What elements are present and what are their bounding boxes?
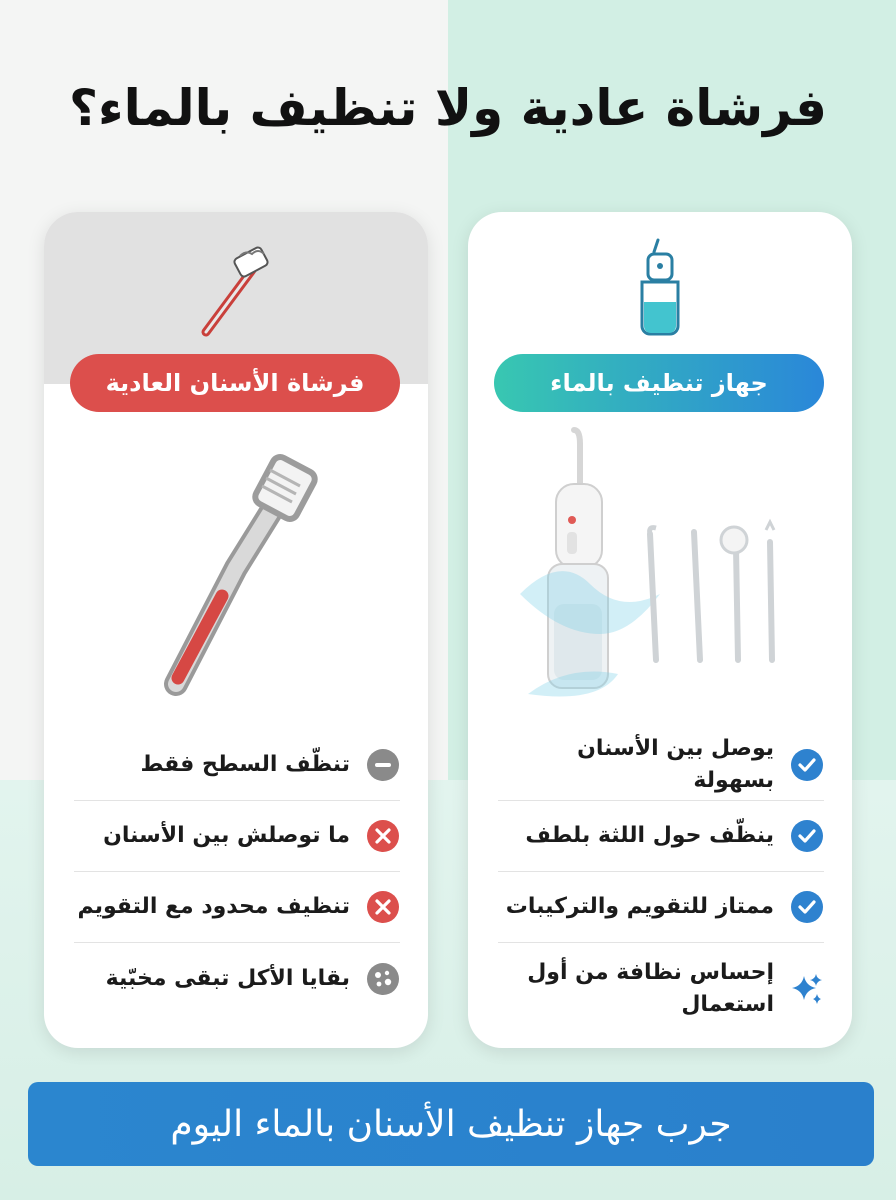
list-item-text: يوصل بين الأسنان بسهولة bbox=[577, 736, 774, 793]
minus-icon bbox=[366, 748, 400, 782]
list-item bbox=[74, 943, 400, 1014]
check-icon bbox=[790, 819, 824, 853]
list-item-text: تنظّف السطح فقط bbox=[140, 752, 350, 778]
toothbrush-illustration bbox=[144, 448, 324, 708]
toothbrush-icon bbox=[194, 246, 274, 338]
list-item bbox=[498, 943, 824, 1035]
x-icon bbox=[366, 819, 400, 853]
x-icon bbox=[366, 890, 400, 924]
list-item bbox=[74, 730, 400, 801]
water-flosser-card bbox=[468, 212, 852, 1048]
list-item bbox=[74, 872, 400, 943]
toothbrush-label: فرشاة الأسنان العادية bbox=[70, 354, 400, 412]
check-icon bbox=[790, 748, 824, 782]
list-item bbox=[498, 730, 824, 801]
page-title: فرشاة عادية ولا تنظيف بالماء؟ bbox=[69, 79, 827, 137]
list-item-text: ينظّف حول اللثة بلطف bbox=[525, 823, 774, 849]
toothbrush-drawbacks-list bbox=[74, 730, 400, 1014]
water-flosser-icon bbox=[636, 236, 686, 340]
list-item-text: تنظيف محدود مع التقويم bbox=[77, 894, 350, 920]
cta-banner[interactable]: جرب جهاز تنظيف الأسنان بالماء اليوم bbox=[28, 1082, 874, 1166]
list-item bbox=[498, 801, 824, 872]
list-item bbox=[74, 801, 400, 872]
list-item bbox=[498, 872, 824, 943]
list-item-text: ممتاز للتقويم والتركيبات bbox=[505, 894, 774, 920]
residue-icon bbox=[366, 962, 400, 996]
list-item-text: إحساس نظافة من أول استعمال bbox=[527, 960, 774, 1017]
list-item-text: ما توصلش بين الأسنان bbox=[103, 823, 350, 849]
water-flosser-label: جهاز تنظيف بالماء bbox=[494, 354, 824, 412]
sparkle-icon bbox=[790, 972, 824, 1006]
toothbrush-card bbox=[44, 212, 428, 1048]
list-item-text: بقايا الأكل تبقى مخبّية bbox=[105, 965, 350, 991]
check-icon bbox=[790, 890, 824, 924]
water-flosser-product-image bbox=[518, 424, 838, 724]
water-flosser-benefits-list bbox=[498, 730, 824, 1035]
